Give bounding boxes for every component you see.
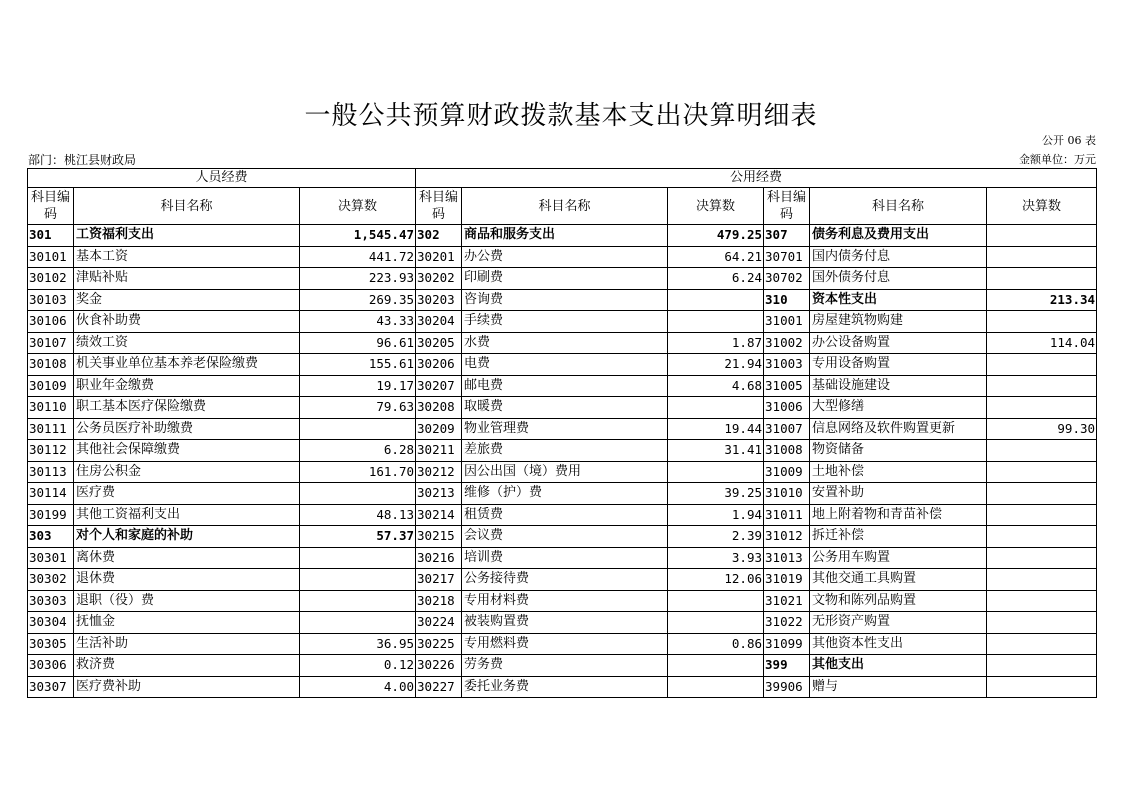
item-amount	[668, 676, 764, 698]
page-title: 一般公共预算财政拨款基本支出决算明细表	[304, 101, 818, 131]
item-amount: 36.95	[300, 633, 416, 655]
table-row	[28, 504, 1097, 526]
item-amount	[987, 268, 1097, 290]
item-amount: 441.72	[300, 246, 416, 268]
item-name: 公务员医疗补助缴费	[74, 418, 300, 440]
item-code: 30106	[28, 311, 74, 333]
item-amount	[987, 483, 1097, 505]
item-name: 职工基本医疗保险缴费	[74, 397, 300, 419]
item-amount: 1.94	[668, 504, 764, 526]
item-amount: 39.25	[668, 483, 764, 505]
item-name: 其他工资福利支出	[74, 504, 300, 526]
item-code: 31021	[764, 590, 810, 612]
item-amount	[668, 590, 764, 612]
item-code: 30215	[416, 526, 462, 548]
item-code: 30306	[28, 655, 74, 677]
col-header-code: 科目编码	[416, 188, 462, 225]
item-code: 30110	[28, 397, 74, 419]
item-name: 文物和陈列品购置	[810, 590, 987, 612]
item-code: 30199	[28, 504, 74, 526]
item-name: 办公费	[462, 246, 668, 268]
item-code: 30211	[416, 440, 462, 462]
item-amount: 4.00	[300, 676, 416, 698]
item-name: 伙食补助费	[74, 311, 300, 333]
item-name: 职业年金缴费	[74, 375, 300, 397]
item-amount: 64.21	[668, 246, 764, 268]
item-name: 抚恤金	[74, 612, 300, 634]
item-amount: 99.30	[987, 418, 1097, 440]
item-amount: 2.39	[668, 526, 764, 548]
table-row	[28, 268, 1097, 290]
item-code: 30111	[28, 418, 74, 440]
item-amount	[987, 612, 1097, 634]
item-amount	[987, 569, 1097, 591]
item-amount	[987, 547, 1097, 569]
item-code: 30226	[416, 655, 462, 677]
item-name: 其他交通工具购置	[810, 569, 987, 591]
item-amount	[300, 590, 416, 612]
item-name: 机关事业单位基本养老保险缴费	[74, 354, 300, 376]
item-amount	[300, 612, 416, 634]
item-code: 30113	[28, 461, 74, 483]
item-code: 30301	[28, 547, 74, 569]
table-row	[28, 461, 1097, 483]
item-amount: 213.34	[987, 289, 1097, 311]
table-row	[28, 655, 1097, 677]
item-name: 差旅费	[462, 440, 668, 462]
item-code: 30214	[416, 504, 462, 526]
item-code: 30212	[416, 461, 462, 483]
group-header-public: 公用经费	[416, 169, 1097, 188]
table-row	[28, 676, 1097, 698]
item-amount: 114.04	[987, 332, 1097, 354]
item-code: 30108	[28, 354, 74, 376]
item-name: 土地补偿	[810, 461, 987, 483]
item-code: 31006	[764, 397, 810, 419]
item-amount: 479.25	[668, 225, 764, 247]
item-code: 301	[28, 225, 74, 247]
item-amount	[300, 547, 416, 569]
item-code: 30109	[28, 375, 74, 397]
item-code: 31008	[764, 440, 810, 462]
item-name: 劳务费	[462, 655, 668, 677]
item-code: 30201	[416, 246, 462, 268]
item-amount: 6.28	[300, 440, 416, 462]
item-code: 31009	[764, 461, 810, 483]
item-amount	[987, 526, 1097, 548]
item-amount	[987, 354, 1097, 376]
item-name: 因公出国（境）费用	[462, 461, 668, 483]
item-amount: 19.17	[300, 375, 416, 397]
item-code: 30302	[28, 569, 74, 591]
item-name: 被装购置费	[462, 612, 668, 634]
item-code: 30304	[28, 612, 74, 634]
item-amount: 155.61	[300, 354, 416, 376]
item-code: 31013	[764, 547, 810, 569]
item-code: 30205	[416, 332, 462, 354]
item-amount: 48.13	[300, 504, 416, 526]
item-code: 30112	[28, 440, 74, 462]
item-code: 31003	[764, 354, 810, 376]
item-name: 离休费	[74, 547, 300, 569]
item-code: 30701	[764, 246, 810, 268]
item-name: 电费	[462, 354, 668, 376]
item-amount	[668, 289, 764, 311]
table-row	[28, 547, 1097, 569]
item-amount: 12.06	[668, 569, 764, 591]
table-row	[28, 354, 1097, 376]
item-code: 31001	[764, 311, 810, 333]
item-code: 30204	[416, 311, 462, 333]
item-code: 30216	[416, 547, 462, 569]
item-name: 救济费	[74, 655, 300, 677]
amount-unit-label: 金额单位：万元	[1019, 153, 1096, 166]
table-row	[28, 483, 1097, 505]
item-name: 房屋建筑物购建	[810, 311, 987, 333]
item-name: 对个人和家庭的补助	[74, 526, 300, 548]
item-amount: 19.44	[668, 418, 764, 440]
item-name: 信息网络及软件购置更新	[810, 418, 987, 440]
item-amount: 223.93	[300, 268, 416, 290]
table-row	[28, 246, 1097, 268]
table-row	[28, 332, 1097, 354]
col-header-code: 科目编码	[764, 188, 810, 225]
item-name: 咨询费	[462, 289, 668, 311]
item-code: 30305	[28, 633, 74, 655]
item-name: 物业管理费	[462, 418, 668, 440]
item-name: 取暖费	[462, 397, 668, 419]
item-amount: 269.35	[300, 289, 416, 311]
item-amount: 43.33	[300, 311, 416, 333]
expenditure-table	[27, 168, 1097, 698]
item-name: 医疗费补助	[74, 676, 300, 698]
col-header-amount: 决算数	[668, 188, 764, 225]
item-amount	[668, 397, 764, 419]
item-amount	[987, 590, 1097, 612]
table-row	[28, 289, 1097, 311]
item-amount: 0.86	[668, 633, 764, 655]
item-code: 30208	[416, 397, 462, 419]
table-row	[28, 418, 1097, 440]
item-code: 307	[764, 225, 810, 247]
item-name: 专用燃料费	[462, 633, 668, 655]
col-header-amount: 决算数	[987, 188, 1097, 225]
item-code: 30213	[416, 483, 462, 505]
item-amount	[987, 504, 1097, 526]
item-amount	[668, 655, 764, 677]
item-amount: 6.24	[668, 268, 764, 290]
item-code: 302	[416, 225, 462, 247]
item-code: 30203	[416, 289, 462, 311]
item-code: 30217	[416, 569, 462, 591]
item-name: 印刷费	[462, 268, 668, 290]
table-body	[28, 225, 1097, 698]
item-amount: 3.93	[668, 547, 764, 569]
col-header-name: 科目名称	[462, 188, 668, 225]
item-code: 30702	[764, 268, 810, 290]
table-row	[28, 440, 1097, 462]
item-code: 30224	[416, 612, 462, 634]
table-row	[28, 633, 1097, 655]
item-name: 住房公积金	[74, 461, 300, 483]
item-code: 30101	[28, 246, 74, 268]
item-code: 310	[764, 289, 810, 311]
item-name: 维修（护）费	[462, 483, 668, 505]
item-name: 水费	[462, 332, 668, 354]
item-name: 资本性支出	[810, 289, 987, 311]
item-name: 租赁费	[462, 504, 668, 526]
item-code: 31007	[764, 418, 810, 440]
col-header-amount: 决算数	[300, 188, 416, 225]
item-name: 公务接待费	[462, 569, 668, 591]
item-name: 地上附着物和青苗补偿	[810, 504, 987, 526]
item-name: 商品和服务支出	[462, 225, 668, 247]
item-code: 39906	[764, 676, 810, 698]
item-amount: 161.70	[300, 461, 416, 483]
department-label: 部门：桃江县财政局	[28, 153, 137, 167]
form-number: 公开 06 表	[1042, 134, 1096, 147]
item-amount	[987, 655, 1097, 677]
item-name: 其他社会保障缴费	[74, 440, 300, 462]
col-header-name: 科目名称	[810, 188, 987, 225]
item-name: 工资福利支出	[74, 225, 300, 247]
item-amount	[987, 461, 1097, 483]
item-amount: 0.12	[300, 655, 416, 677]
item-name: 无形资产购置	[810, 612, 987, 634]
table-row	[28, 526, 1097, 548]
item-name: 手续费	[462, 311, 668, 333]
item-amount: 31.41	[668, 440, 764, 462]
item-code: 31012	[764, 526, 810, 548]
item-amount	[300, 483, 416, 505]
item-name: 委托业务费	[462, 676, 668, 698]
item-name: 绩效工资	[74, 332, 300, 354]
item-name: 安置补助	[810, 483, 987, 505]
item-name: 生活补助	[74, 633, 300, 655]
item-name: 邮电费	[462, 375, 668, 397]
item-name: 退职（役）费	[74, 590, 300, 612]
item-code: 30114	[28, 483, 74, 505]
item-code: 399	[764, 655, 810, 677]
item-code: 31019	[764, 569, 810, 591]
item-name: 债务利息及费用支出	[810, 225, 987, 247]
table-row	[28, 612, 1097, 634]
item-code: 30307	[28, 676, 74, 698]
item-amount	[668, 311, 764, 333]
item-code: 303	[28, 526, 74, 548]
item-name: 国外债务付息	[810, 268, 987, 290]
item-name: 公务用车购置	[810, 547, 987, 569]
item-code: 30206	[416, 354, 462, 376]
item-amount: 79.63	[300, 397, 416, 419]
item-amount: 57.37	[300, 526, 416, 548]
item-amount: 96.61	[300, 332, 416, 354]
table-row	[28, 397, 1097, 419]
table-row	[28, 225, 1097, 247]
table-row	[28, 569, 1097, 591]
item-code: 31010	[764, 483, 810, 505]
item-code: 30209	[416, 418, 462, 440]
item-code: 30227	[416, 676, 462, 698]
col-header-name: 科目名称	[74, 188, 300, 225]
item-code: 30225	[416, 633, 462, 655]
item-amount	[987, 375, 1097, 397]
item-name: 基本工资	[74, 246, 300, 268]
item-amount	[987, 633, 1097, 655]
item-name: 专用设备购置	[810, 354, 987, 376]
item-name: 大型修缮	[810, 397, 987, 419]
item-amount: 1.87	[668, 332, 764, 354]
item-amount	[987, 246, 1097, 268]
item-name: 会议费	[462, 526, 668, 548]
item-amount	[300, 569, 416, 591]
item-amount: 4.68	[668, 375, 764, 397]
item-amount	[987, 311, 1097, 333]
item-amount	[987, 397, 1097, 419]
item-name: 其他资本性支出	[810, 633, 987, 655]
item-amount: 21.94	[668, 354, 764, 376]
table-row	[28, 311, 1097, 333]
item-name: 奖金	[74, 289, 300, 311]
item-name: 其他支出	[810, 655, 987, 677]
item-amount	[300, 418, 416, 440]
item-name: 培训费	[462, 547, 668, 569]
item-amount: 1,545.47	[300, 225, 416, 247]
item-code: 31099	[764, 633, 810, 655]
group-header-personnel: 人员经费	[28, 169, 416, 188]
item-name: 医疗费	[74, 483, 300, 505]
col-header-code: 科目编码	[28, 188, 74, 225]
item-code: 30202	[416, 268, 462, 290]
item-amount	[987, 225, 1097, 247]
table-row	[28, 375, 1097, 397]
item-code: 30218	[416, 590, 462, 612]
item-code: 30207	[416, 375, 462, 397]
item-name: 拆迁补偿	[810, 526, 987, 548]
item-name: 专用材料费	[462, 590, 668, 612]
item-name: 津贴补贴	[74, 268, 300, 290]
item-name: 办公设备购置	[810, 332, 987, 354]
item-code: 31022	[764, 612, 810, 634]
item-code: 31002	[764, 332, 810, 354]
item-name: 基础设施建设	[810, 375, 987, 397]
item-amount	[987, 440, 1097, 462]
item-code: 30103	[28, 289, 74, 311]
item-name: 物资储备	[810, 440, 987, 462]
item-code: 31011	[764, 504, 810, 526]
item-name: 赠与	[810, 676, 987, 698]
item-code: 30303	[28, 590, 74, 612]
table-row	[28, 590, 1097, 612]
item-code: 30107	[28, 332, 74, 354]
item-name: 退休费	[74, 569, 300, 591]
item-amount	[987, 676, 1097, 698]
item-name: 国内债务付息	[810, 246, 987, 268]
item-code: 31005	[764, 375, 810, 397]
item-code: 30102	[28, 268, 74, 290]
item-amount	[668, 612, 764, 634]
item-amount	[668, 461, 764, 483]
